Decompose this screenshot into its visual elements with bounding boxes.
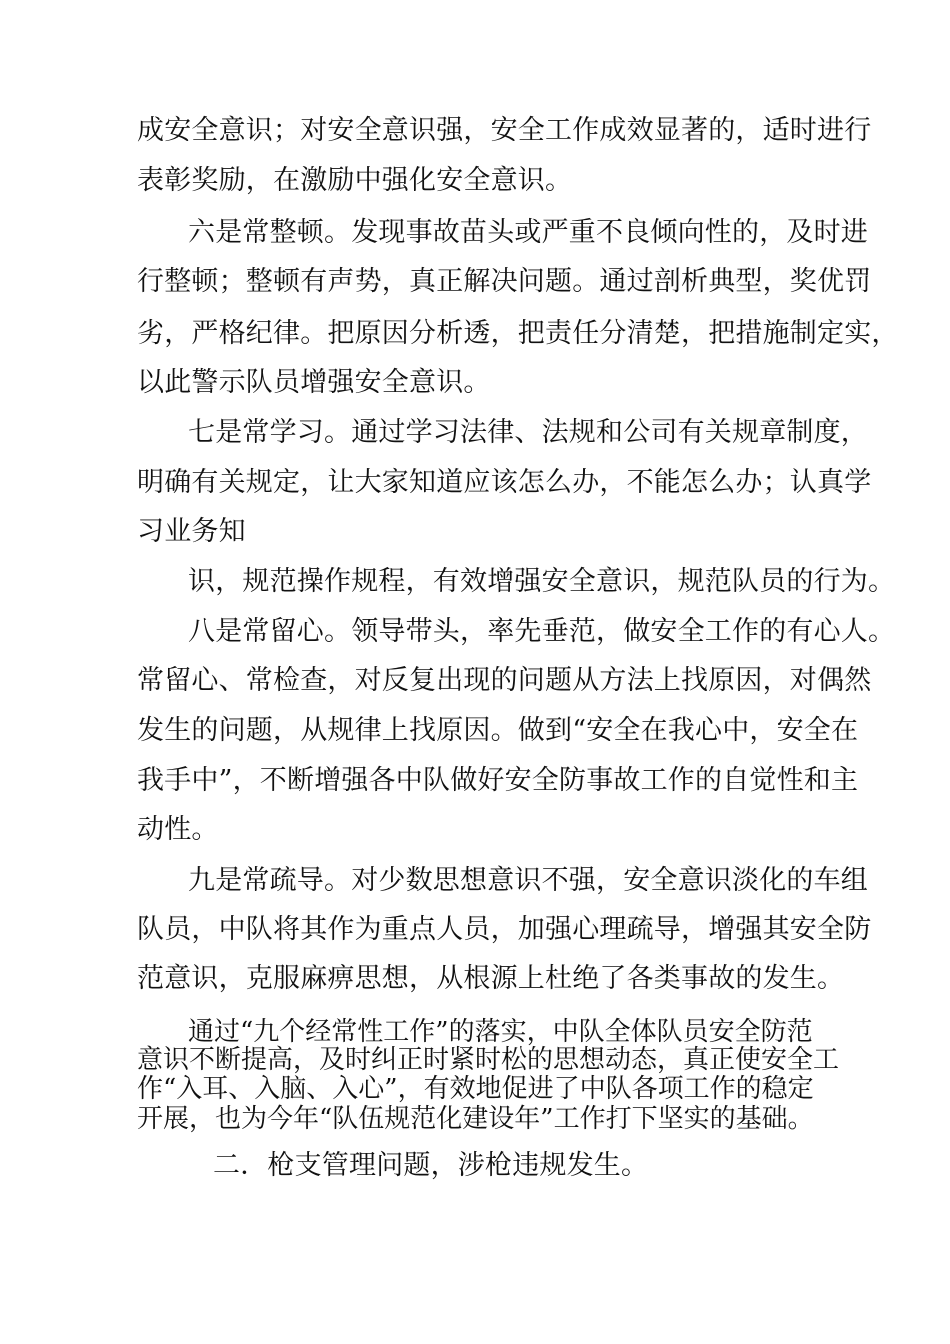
text-line: 队员，中队将其作为重点人员，加强心理疏导，增强其安全防 — [137, 914, 872, 945]
paragraph-six-start: 六是常整顿。发现事故苗头或严重不良倾向性的，及时进 — [188, 217, 868, 248]
text-line: 范意识，克服麻痹思想，从根源上杜绝了各类事故的发生。 — [137, 963, 845, 994]
paragraph-nine-start: 九是常疏导。对少数思想意识不强，安全意识淡化的车组 — [188, 865, 868, 896]
text-line: 明确有关规定，让大家知道应该怎么办，不能怎么办；认真学 — [137, 467, 872, 498]
text-line: 作“入耳、入脑、入心”，有效地促进了中队各项工作的稳定 — [137, 1074, 814, 1104]
text-line: 行整顿；整顿有声势，真正解决问题。通过剖析典型，奖优罚 — [137, 266, 872, 297]
paragraph-seven-start: 七是常学习。通过学习法律、法规和公司有关规章制度， — [188, 417, 868, 448]
text-line: 常留心、常检查，对反复出现的问题从方法上找原因，对偶然 — [137, 665, 872, 696]
text-line: 动性。 — [137, 814, 219, 845]
text-line: 发生的问题，从规律上找原因。做到“安全在我心中，安全在 — [137, 715, 859, 746]
text-line: 开展，也为今年“队伍规范化建设年”工作打下坚实的基础。 — [137, 1104, 814, 1134]
text-line: 意识不断提高，及时纠正时紧时松的思想动态，真正使安全工 — [137, 1045, 840, 1075]
text-line: 识，规范操作规程，有效增强安全意识，规范队员的行为。 — [188, 566, 896, 597]
section-heading: 二．枪支管理问题，涉枪违规发生。 — [213, 1150, 649, 1181]
text-line: 劣，严格纪律。把原因分析透，把责任分清楚，把措施制定实， — [137, 318, 899, 349]
text-line: 我手中”，不断增强各中队做好安全防事故工作的自觉性和主 — [137, 765, 859, 796]
paragraph-eight-start: 八是常留心。领导带头，率先垂范，做安全工作的有心人。 — [188, 616, 896, 647]
text-line: 成安全意识；对安全意识强，安全工作成效显著的，适时进行 — [137, 115, 872, 146]
text-line: 习业务知 — [137, 516, 246, 547]
text-line: 表彰奖励，在激励中强化安全意识。 — [137, 165, 573, 196]
text-line: 以此警示队员增强安全意识。 — [137, 367, 491, 398]
summary-paragraph-start: 通过“九个经常性工作”的落实，中队全体队员安全防范 — [188, 1017, 813, 1047]
